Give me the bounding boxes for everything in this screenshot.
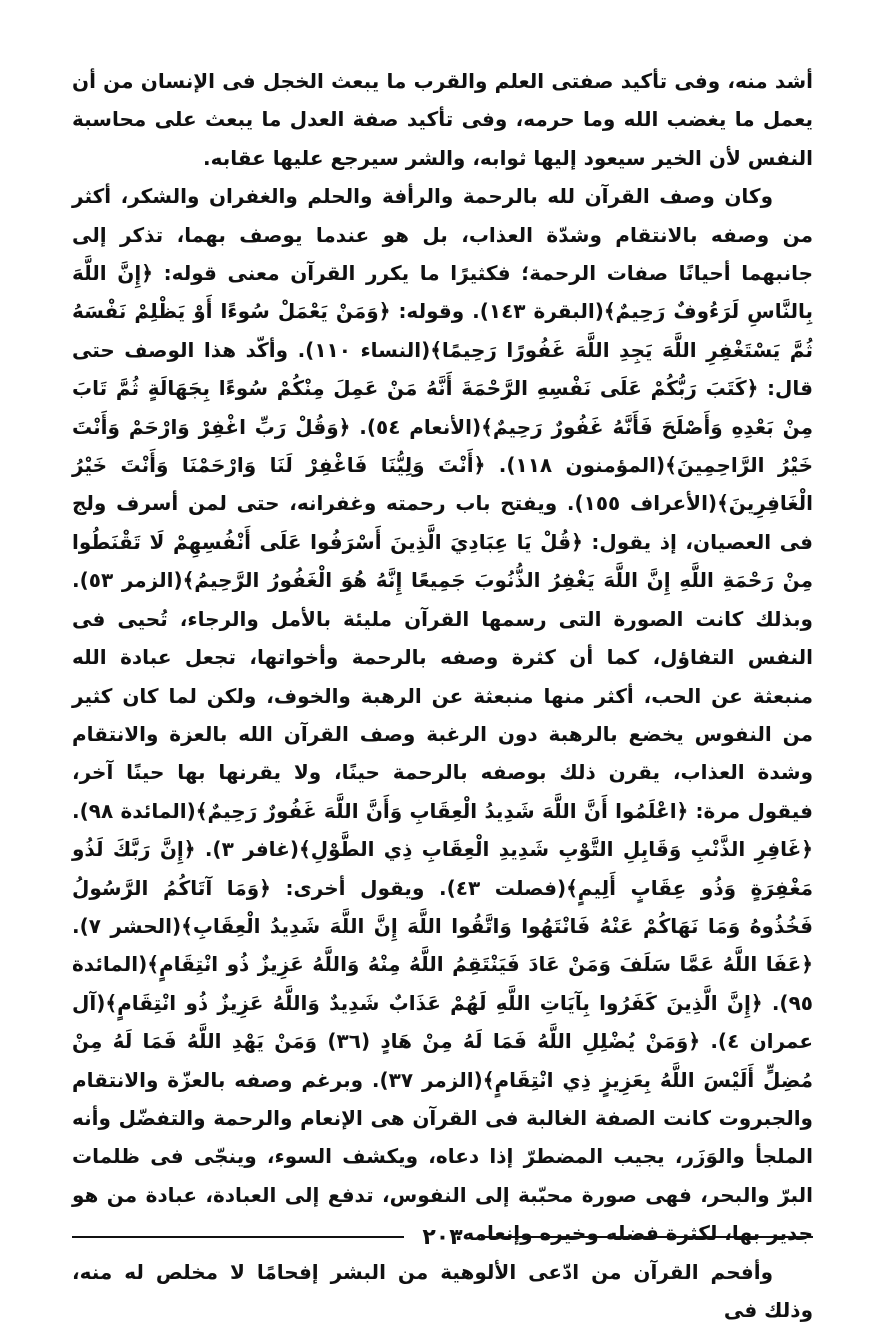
footer-rule-left — [72, 1236, 404, 1238]
body-text — [72, 62, 813, 1329]
page-footer — [72, 1222, 813, 1252]
paragraph-closing: وأفحم القرآن من ادّعى الألوهية من البشر إفحامًا لا مخلص له منه، وذلك فى — [72, 1259, 813, 1322]
page-number: ٢٠٣ — [422, 1224, 463, 1250]
paragraph-continuation: أشد منه، وفى تأكيد صفتى العلم والقرب ما يبعث الخجل فى الإنسان من أن يعمل ما يغضب الله وما حرمه، وفى تأكيد صفة العدل ما يبعث على محاسبة النفس لأن الخير سيعود إليها ثوابه، والشر سيرجع عليها عقابه. — [72, 69, 813, 170]
footer-rule-right — [481, 1236, 813, 1238]
paragraph-quran-descriptions: وكان وصف القرآن لله بالرحمة والرأفة والحلم والغفران والشكر، أكثر من وصفه بالانتقام وشدّة العذاب، بل هو عندما يوصف بهما، تذكر إلى جانبهما أحيانًا صفات الرحمة؛ فكثيرًا ما يكرر القرآن معنى قوله: ﴿إِنَّ اللَّهَ بِالنَّاسِ لَرَءُوفٌ رَحِيمٌ﴾(البقرة ١٤٣). وقوله: ﴿وَمَنْ يَعْمَلْ سُوءًا أَوْ يَظْلِمْ نَفْسَهُ ثُمَّ يَسْتَغْفِرِ اللَّهَ يَجِدِ اللَّهَ غَفُورًا رَحِيمًا﴾(النساء ١١٠). وأكّد هذا الوصف حتى قال: ﴿كَتَبَ رَبُّكُمْ عَلَى نَفْسِهِ الرَّحْمَةَ أَنَّهُ مَنْ عَمِلَ مِنْكُمْ سُوءًا بِجَهَالَةٍ ثُمَّ تَابَ مِنْ بَعْدِهِ وَأَصْلَحَ فَأَنَّهُ غَفُورٌ رَحِيمٌ﴾(الأنعام ٥٤). ﴿وَقُلْ رَبِّ اغْفِرْ وَارْحَمْ وَأَنْتَ خَيْرُ الرَّاحِمِينَ﴾(المؤمنون ١١٨). ﴿أَنْتَ وَلِيُّنَا فَاغْفِرْ لَنَا وَارْحَمْنَا وَأَنْتَ خَيْرُ الْغَافِرِينَ﴾(الأعراف ١٥٥). ويفتح باب رحمته وغفرانه، حتى لمن أسرف ولج فى العصيان، إذ يقول: ﴿قُلْ يَا عِبَادِيَ الَّذِينَ أَسْرَفُوا عَلَى أَنْفُسِهِمْ لَا تَقْنَطُوا مِنْ رَحْمَةِ اللَّهِ إِنَّ اللَّهَ يَغْفِرُ الذُّنُوبَ جَمِيعًا إِنَّهُ هُوَ الْغَفُورُ الرَّحِيمُ﴾(الزمر ٥٣). وبذلك كانت الصورة التى رسمها القرآن مليئة بالأمل والرجاء، تُحيى فى النفس التفاؤل، كما أن كثرة وصفه بالرحمة وأخواتها، تجعل عبادة الله منبعثة عن الحب، أكثر منها منبعثة عن الرهبة والخوف، ولكن لما كان كثير من النفوس يخضع بالرهبة دون الرغبة وصف القرآن الله بالعزة والانتقام وشدة العذاب، يقرن ذلك بوصفه بالرحمة حينًا، ولا يقرنها بها حينًا آخر، فيقول مرة: ﴿اعْلَمُوا أَنَّ اللَّهَ شَدِيدُ الْعِقَابِ وَأَنَّ اللَّهَ غَفُورٌ رَحِيمٌ﴾(المائدة ٩٨). ﴿غَافِرِ الذَّنْبِ وَقَابِلِ التَّوْبِ شَدِيدِ الْعِقَابِ ذِي الطَّوْلِ﴾(غافر ٣). ﴿إِنَّ رَبَّكَ لَذُو مَغْفِرَةٍ وَذُو عِقَابٍ أَلِيمٍ﴾(فصلت ٤٣). ويقول أخرى: ﴿وَمَا آتَاكُمُ الرَّسُولُ فَخُذُوهُ وَمَا نَهَاكُمْ عَنْهُ فَانْتَهُوا وَاتَّقُوا اللَّهَ إِنَّ اللَّهَ شَدِيدُ الْعِقَابِ﴾(الحشر ٧). ﴿عَفَا اللَّهُ عَمَّا سَلَفَ وَمَنْ عَادَ فَيَنْتَقِمُ اللَّهُ مِنْهُ وَاللَّهُ عَزِيزٌ ذُو انْتِقَامٍ﴾(المائدة ٩٥). ﴿إِنَّ الَّذِينَ كَفَرُوا بِآيَاتِ اللَّهِ لَهُمْ عَذَابٌ شَدِيدٌ وَاللَّهُ عَزِيزٌ ذُو انْتِقَامٍ﴾(آل عمران ٤). ﴿وَمَنْ يُضْلِلِ اللَّهُ فَمَا لَهُ مِنْ هَادٍ (٣٦) وَمَنْ يَهْدِ اللَّهُ فَمَا لَهُ مِنْ مُضِلٍّ أَلَيْسَ اللَّهُ بِعَزِيزٍ ذِي انْتِقَامٍ﴾(الزمر ٣٧). وبرغم وصفه بالعزّة والانتقام والجبروت كانت الصفة الغالبة فى القرآن هى الإنعام والرحمة والتفضّل وأنه الملجأ والوَزَر، يجيب المضطرّ إذا دعاه، ويكشف السوء، وينجّى فى ظلمات البرّ والبحر، فهى صورة محبّبة إلى النفوس، تدفع إلى العبادة، عبادة من هو جدير بها، لكثرة فضله وخيره وإنعامه. — [72, 184, 814, 1246]
